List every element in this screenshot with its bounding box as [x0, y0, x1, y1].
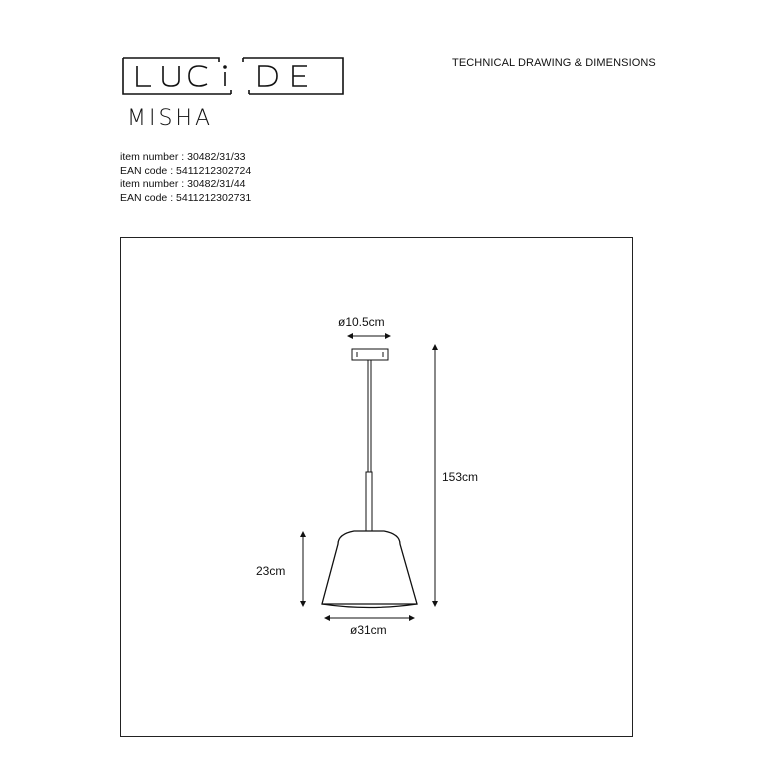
rod	[366, 472, 372, 532]
total-height-label: 153cm	[442, 470, 479, 484]
spec-label: EAN code	[120, 164, 168, 177]
logo-text: LUCIDE	[121, 56, 125, 57]
spec-row: EAN code : 5411212302731	[120, 191, 252, 204]
spec-value: 30482/31/33	[187, 151, 246, 163]
canopy-diameter-label: ø10.5cm	[338, 315, 385, 329]
document-title: TECHNICAL DRAWING & DIMENSIONS	[452, 57, 656, 69]
spec-label: EAN code	[120, 191, 168, 204]
spec-value: 5411212302731	[176, 191, 252, 204]
shade-height-label: 23cm	[256, 564, 286, 578]
spec-label: item number	[120, 151, 179, 163]
product-name: MISHA	[127, 106, 214, 131]
spec-row: item number : 30482/31/44	[120, 178, 246, 190]
spec-row: EAN code : 5411212302724	[120, 164, 252, 177]
spec-value: 30482/31/44	[187, 178, 246, 190]
spec-value: 5411212302724	[176, 164, 252, 177]
lamp-shade	[322, 531, 417, 604]
shade-diameter-label: ø31cm	[350, 623, 387, 637]
spec-label: item number	[120, 178, 179, 190]
spec-row: item number : 30482/31/33	[120, 151, 246, 163]
